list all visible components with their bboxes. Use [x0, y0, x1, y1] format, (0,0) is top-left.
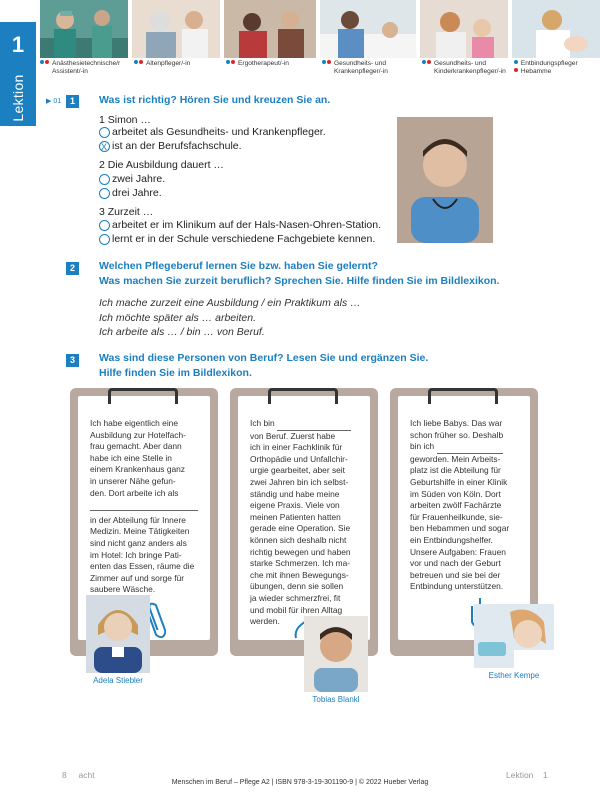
checkbox-circle-icon[interactable] [99, 234, 110, 245]
question-label: 1 Simon … [99, 114, 151, 126]
photo-adela-stiebler [86, 595, 150, 673]
clipboard-paper [238, 396, 370, 640]
person-name: Tobias Blankl [312, 695, 360, 704]
photo-nursing [320, 0, 416, 58]
photo-strip [40, 0, 600, 58]
question-label: 2 Die Ausbildung dauert … [99, 159, 224, 171]
photo-child-care [420, 0, 508, 58]
exercise-number: 3 [66, 354, 79, 367]
answer-blank[interactable] [90, 499, 198, 511]
lektion-number: 1 [11, 32, 25, 57]
exercise-task-line1: Was sind diese Personen von Beruf? Lesen Sie und ergänzen Sie. [99, 352, 429, 364]
lektion-label: Lektion [10, 74, 26, 122]
phrase: Ich möchte später als … arbeiten. [99, 312, 256, 324]
photo-anaesthesia [40, 0, 128, 58]
imprint: Menschen im Beruf – Pflege A2 | ISBN 978-3-19-301190-9 | © 2022 Hueber Verlag [171, 779, 429, 786]
checkbox-circle-icon[interactable] [99, 188, 110, 199]
profession-labels [40, 60, 600, 82]
profession-item: Gesundheits- und Kinderkrankenpfleger/-in [422, 60, 512, 76]
clipboard-clip-icon [108, 388, 178, 404]
phrase: Ich mache zurzeit eine Ausbildung / ein Praktikum als … [99, 297, 361, 309]
profession-item: Entbindungspfleger Hebamme [514, 60, 600, 76]
phrase: Ich arbeite als … / bin … von Beruf. [99, 326, 265, 338]
clipboard-text: Ich liebe Babys. Das war schon früher so. Deshalb bin ich geworden. Mein Arbeits- platz ist die Abteilung für Geburtshilfe in einer Klinik im Süden von Köln. Dort arbeiten zwölf Fachärzte für Frauenheilkunde, sie- ben Hebammen und sogar ein Entbindungshelfer. Unsere Aufgaben: Frauen vor und nach der Geburt betreuen und sie bei der Entbindung unterstützen. [410, 418, 510, 592]
photo-midwife [512, 0, 600, 58]
answer-option[interactable]: arbeitet als Gesundheits- und Krankenpfleger. [99, 125, 326, 139]
male-dot-icon [422, 60, 426, 64]
female-dot-icon [327, 60, 331, 64]
profession-item: Ergotherapeut/-in [226, 60, 318, 68]
person-name: Esther Kempe [488, 671, 540, 680]
exercise-task-line1: Welchen Pflegeberuf lernen Sie bzw. haben Sie gelernt? [99, 260, 378, 272]
question-label: 3 Zurzeit … [99, 206, 154, 218]
checkbox-circle-icon[interactable] [99, 220, 110, 231]
clipboard-text: Ich bin von Beruf. Zuerst habe ich in einer Fachklinik für Orthopädie und Unfallchir- urgie gearbeitet, aber seit zwei Jahren bin ich selbst- ständig und habe meine eigene Praxis. Viele von meinen Patienten hatten gerade eine Operation. Sie können sich deshalb nicht richtig bewegen und haben starke Schmerzen. Ich ma- che mit ihnen Bewegungs- übungen, denn sie sollen ja wieder schmerzfrei, fit und mobil für ihren Alltag werden. [250, 418, 351, 627]
lektion-tab [0, 22, 36, 126]
answer-option[interactable]: X ist an der Berufsfachschule. [99, 139, 242, 153]
exercise-number: 1 [66, 95, 79, 108]
photo-tobias-blankl [304, 616, 368, 692]
exercise-number: 2 [66, 262, 79, 275]
male-dot-icon [40, 60, 44, 64]
photo-ergotherapy [224, 0, 316, 58]
answer-option[interactable]: drei Jahre. [99, 186, 162, 200]
male-dot-icon [514, 60, 518, 64]
exercise-task: Was ist richtig? Hören Sie und kreuzen Sie an. [99, 94, 331, 106]
profession-item: Anästhesietechnische/r Assistent/-in [40, 60, 130, 76]
clipboard-text: Ich habe eigentlich eine Ausbildung zur Hotelfach- frau gemacht. Aber dann habe ich eine Stelle in einem Krankenhaus ganz in unserer Nähe gefun- den. Dort arbeite ich als in der Abteilung für Innere Medizin. Meine Tätigkeiten sind nicht ganz anders als im Hotel: Ich bringe Pati- enten das Essen, räume die Zimmer auf und sorge für saubere Wäsche. [90, 418, 200, 596]
clipboard-clip-icon [428, 388, 498, 404]
female-dot-icon [45, 60, 49, 64]
person-name: Adela Stiebler [93, 676, 143, 685]
exercise-task-line2: Hilfe finden Sie im Bildlexikon. [99, 367, 252, 379]
exercise-task-line2: Was machen Sie zurzeit beruflich? Sprechen Sie. Hilfe finden Sie im Bildlexikon. [99, 275, 500, 287]
male-dot-icon [226, 60, 230, 64]
answer-blank[interactable] [277, 418, 351, 431]
checkbox-circle-icon[interactable] [99, 174, 110, 185]
audio-track-label[interactable]: ▶ 01 [46, 98, 62, 105]
photo-elderly-care [132, 0, 220, 58]
female-dot-icon [231, 60, 235, 64]
male-dot-icon [134, 60, 138, 64]
answer-option[interactable]: arbeitet er im Klinikum auf der Hals-Nasen-Ohren-Station. [99, 218, 381, 232]
photo-esther-kempe [474, 604, 554, 668]
page-lektion-right: Lektion 1 [506, 770, 548, 780]
female-dot-icon [514, 68, 518, 72]
clipboard-clip-icon [268, 388, 338, 404]
checkbox-circle-icon[interactable] [99, 127, 110, 138]
male-dot-icon [322, 60, 326, 64]
answer-option[interactable]: zwei Jahre. [99, 172, 165, 186]
female-dot-icon [139, 60, 143, 64]
checked-circle-icon[interactable] [99, 141, 110, 152]
page-number-left: 8 acht [62, 770, 95, 780]
photo-simon [397, 117, 493, 243]
answer-option[interactable]: lernt er in der Schule verschiedene Fachgebiete kennen. [99, 232, 375, 246]
profession-item: Gesundheits- und Krankenpfleger/-in [322, 60, 418, 76]
female-dot-icon [427, 60, 431, 64]
answer-blank[interactable] [437, 441, 503, 454]
profession-item: Altenpfleger/-in [134, 60, 222, 68]
